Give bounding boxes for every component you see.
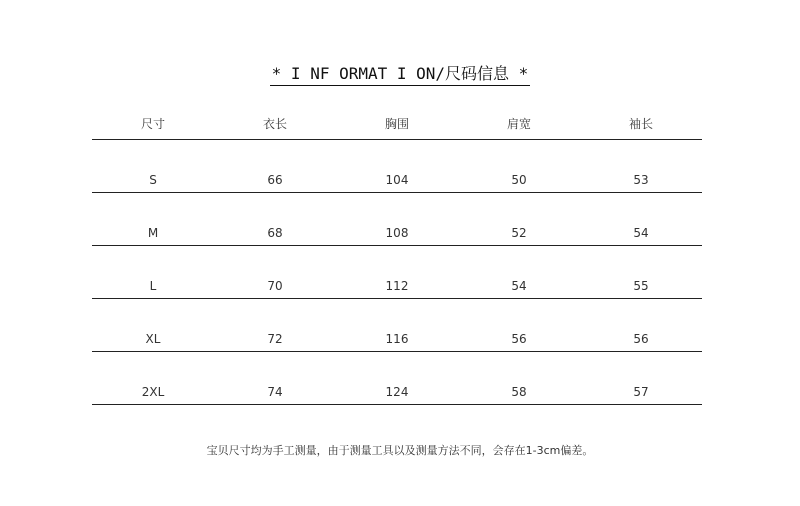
table-row: [92, 193, 702, 246]
cell-sleeve: 54: [580, 193, 702, 246]
cell-size: XL: [92, 299, 214, 352]
page-title: [0, 64, 800, 86]
table-row: [92, 246, 702, 299]
cell-length: 74: [214, 352, 336, 405]
cell-shoulder: 50: [458, 140, 580, 193]
cell-sleeve: 53: [580, 140, 702, 193]
cell-length: 66: [214, 140, 336, 193]
cell-chest: 104: [336, 140, 458, 193]
cell-sleeve: 57: [580, 352, 702, 405]
table-row: [92, 140, 702, 193]
cell-size: L: [92, 246, 214, 299]
table-row: [92, 299, 702, 352]
cell-chest: 112: [336, 246, 458, 299]
cell-chest: 124: [336, 352, 458, 405]
table-row: [92, 352, 702, 405]
table-header-row: [92, 108, 702, 140]
cell-shoulder: 52: [458, 193, 580, 246]
header-length: 衣长: [214, 108, 336, 140]
cell-size: 2XL: [92, 352, 214, 405]
cell-length: 70: [214, 246, 336, 299]
cell-shoulder: 58: [458, 352, 580, 405]
cell-chest: 108: [336, 193, 458, 246]
size-chart-table: [92, 108, 702, 405]
measurement-note: 宝贝尺寸均为手工测量，由于测量工具以及测量方法不同，会存在1-3cm偏差。: [206, 444, 594, 457]
title-text: * I NF ORMAT I ON/尺码信息 *: [270, 65, 531, 86]
cell-chest: 116: [336, 299, 458, 352]
header-sleeve: 袖长: [580, 108, 702, 140]
header-chest: 胸围: [336, 108, 458, 140]
cell-length: 72: [214, 299, 336, 352]
cell-shoulder: 56: [458, 299, 580, 352]
header-size: 尺寸: [92, 108, 214, 140]
cell-size: S: [92, 140, 214, 193]
header-shoulder: 肩宽: [458, 108, 580, 140]
cell-length: 68: [214, 193, 336, 246]
cell-size: M: [92, 193, 214, 246]
cell-sleeve: 56: [580, 299, 702, 352]
cell-sleeve: 55: [580, 246, 702, 299]
cell-shoulder: 54: [458, 246, 580, 299]
